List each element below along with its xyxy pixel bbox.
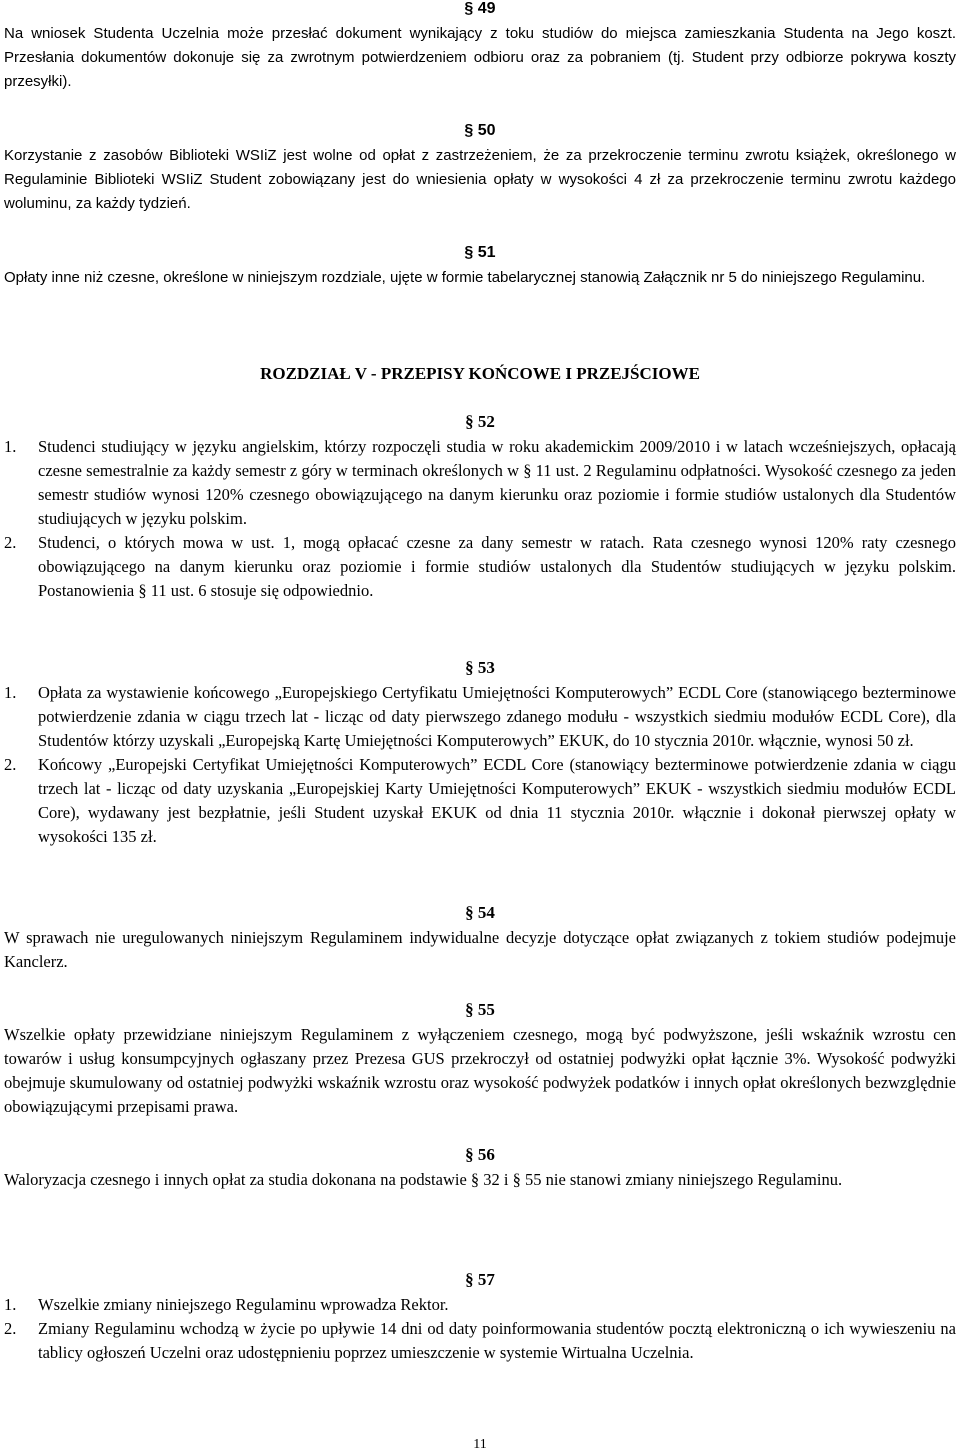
item-number: 1.	[4, 1295, 17, 1314]
section-heading: § 52	[465, 412, 495, 431]
item-text: Wszelkie zmiany niniejszego Regulaminu wprowadza Rektor.	[38, 1295, 449, 1314]
section-50	[4, 120, 956, 216]
section-heading: § 51	[464, 244, 496, 261]
section-text: Korzystanie z zasobów Biblioteki WSIiZ jest wolne od opłat z zastrzeżeniem, że za przekroczenie terminu zwrotu książek, określonego w Regulaminie Biblioteki WSIiZ Student zobowiązany jest do wniesienia opłaty w wysokości 4 zł za przekroczenie terminu zwrotu każdego woluminu, za każdy tydzień.	[4, 147, 956, 212]
section-53	[4, 657, 956, 849]
list-item	[4, 435, 956, 531]
item-text: Opłata za wystawienie końcowego „Europejskiego Certyfikatu Umiejętności Komputerowych” ECDL Core (stanowiącego bezterminowe potwierdzenie zdania w ciągu trzech lat - licząc od daty pierwszego zdanego modułu - wszystkich siedmiu modułów ECDL Core), dla Studentów którzy uzyskali „Europejską Kartę Umiejętności Komputerowych” EKUK, do 10 stycznia 2010r. włącznie, wynosi 50 zł.	[38, 683, 956, 750]
list-item	[4, 531, 956, 603]
section-54	[4, 902, 956, 974]
section-heading: § 57	[465, 1270, 495, 1289]
section-49	[4, 0, 956, 94]
item-text: Studenci, o których mowa w ust. 1, mogą opłacać czesne za dany semestr w ratach. Rata czesnego wynosi 120% raty czesnego obowiązującego na danym kierunku oraz poziomie i formie studiów ustalonych dla Studentów studiujących w języku polskim. Postanowienia § 11 ust. 6 stosuje się odpowiednio.	[38, 533, 956, 600]
section-heading: § 49	[464, 0, 496, 17]
section-55	[4, 999, 956, 1119]
section-text: Opłaty inne niż czesne, określone w niniejszym rozdziale, ujęte w formie tabelarycznej stanowią Załącznik nr 5 do niniejszego Regulaminu.	[4, 269, 926, 286]
section-56	[4, 1144, 956, 1192]
section-text: W sprawach nie uregulowanych niniejszym Regulaminem indywidualne decyzje dotyczące opłat związanych z tokiem studiów podejmuje Kanclerz.	[4, 928, 956, 971]
section-text: Wszelkie opłaty przewidziane niniejszym Regulaminem z wyłączeniem czesnego, mogą być podwyższone, jeśli wskaźnik wzrostu cen towarów i usług konsumpcyjnych ogłaszany przez Prezesa GUS przekroczył od ostatniej podwyżki opłat łącznie 3%. Wysokość podwyżki obejmuje skumulowany od ostatniej podwyżki wskaźnik wzrostu oraz wysokość podwyżek podatków i innych opłat określonych bezwzględnie obowiązującymi przepisami prawa.	[4, 1025, 956, 1116]
section-text: Waloryzacja czesnego i innych opłat za studia dokonana na podstawie § 32 i § 55 nie stanowi zmiany niniejszego Regulaminu.	[4, 1170, 843, 1189]
section-heading: § 50	[464, 122, 496, 139]
section-heading: § 56	[465, 1145, 495, 1164]
item-number: 2.	[4, 1319, 17, 1338]
item-number: 2.	[4, 755, 17, 774]
list-item	[4, 1317, 956, 1365]
item-number: 1.	[4, 683, 17, 702]
item-text: Studenci studiujący w języku angielskim, którzy rozpoczęli studia w roku akademickim 2009/2010 i w latach wcześniejszych, opłacają czesne semestralnie za każdy semestr z góry w terminach określonych w § 11 ust. 2 Regulaminu odpłatności. Wysokość czesnego za jeden semestr studiów wynosi 120% czesnego obowiązującego na danym kierunku oraz poziomie i formie studiów ustalonych dla Studentów studiujących w języku polskim.	[38, 437, 956, 528]
list-item	[4, 681, 956, 753]
section-51	[4, 242, 956, 290]
list-item	[4, 1293, 956, 1317]
list-item	[4, 753, 956, 849]
section-text: Na wniosek Studenta Uczelnia może przesłać dokument wynikający z toku studiów do miejsca zamieszkania Studenta na Jego koszt. Przesłania dokumentów dokonuje się za zwrotnym potwierdzeniem odbioru oraz za pobraniem (tj. Student przy odbiorze pokrywa koszty przesyłki).	[4, 25, 956, 90]
section-heading: § 55	[465, 1000, 495, 1019]
item-number: 1.	[4, 437, 17, 456]
page-number: 11	[473, 1437, 487, 1452]
item-number: 2.	[4, 533, 17, 552]
item-text: Zmiany Regulaminu wchodzą w życie po upływie 14 dni od daty poinformowania studentów pocztą elektroniczną o ich wywieszeniu na tablicy ogłoszeń Uczelni oraz udostępnieniu poprzez umieszczenie w systemie Wirtualna Uczelnia.	[38, 1319, 956, 1362]
chapter-title: ROZDZIAŁ V - PRZEPISY KOŃCOWE I PRZEJŚCIOWE	[260, 364, 700, 383]
item-text: Końcowy „Europejski Certyfikat Umiejętności Komputerowych” ECDL Core (stanowiący bezterminowe potwierdzenie zdania w ciągu trzech lat - licząc od daty uzyskania „Europejskiej Karty Umiejętności Komputerowych” EKUK - wszystkich siedmiu modułów ECDL Core), wydawany jest bezpłatnie, jeśli Student uzyskał EKUK od dnia 11 stycznia 2010r. włącznie i dokonał pierwszej opłaty w wysokości 135 zł.	[38, 755, 956, 846]
section-heading: § 53	[465, 658, 495, 677]
section-57	[4, 1269, 956, 1365]
section-heading: § 54	[465, 903, 495, 922]
section-52	[4, 411, 956, 603]
